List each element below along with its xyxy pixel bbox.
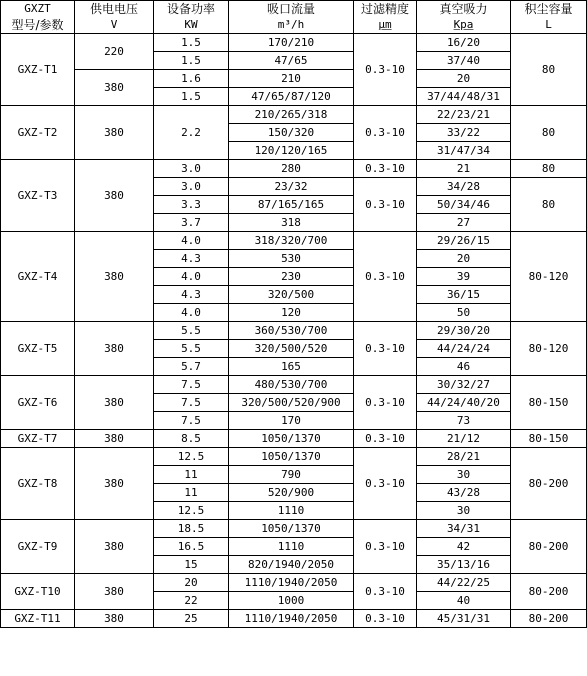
vacuum-cell: 45/31/31: [417, 610, 511, 628]
power-cell: 4.0: [154, 232, 229, 250]
vacuum-cell: 29/30/20: [417, 322, 511, 340]
flow-cell: 1050/1370: [229, 520, 354, 538]
power-cell: 2.2: [154, 106, 229, 160]
precision-cell: 0.3-10: [354, 430, 417, 448]
voltage-cell: 220: [75, 34, 154, 70]
power-cell: 18.5: [154, 520, 229, 538]
flow-cell: 280: [229, 160, 354, 178]
flow-cell: 790: [229, 466, 354, 484]
flow-cell: 47/65/87/120: [229, 88, 354, 106]
table-row: [1, 376, 587, 394]
power-cell: 8.5: [154, 430, 229, 448]
vacuum-cell: 44/24/24: [417, 340, 511, 358]
capacity-cell: 80-200: [511, 610, 587, 628]
precision-cell: 0.3-10: [354, 178, 417, 232]
vacuum-cell: 21/12: [417, 430, 511, 448]
precision-cell: 0.3-10: [354, 376, 417, 430]
power-cell: 3.3: [154, 196, 229, 214]
flow-cell: 47/65: [229, 52, 354, 70]
header-precision: 过滤精度 μm: [354, 1, 417, 34]
table-row: [1, 448, 587, 466]
vacuum-cell: 30: [417, 502, 511, 520]
voltage-cell: 380: [75, 376, 154, 430]
model-cell: GXZ-T3: [1, 160, 75, 232]
voltage-cell: 380: [75, 430, 154, 448]
precision-cell: 0.3-10: [354, 232, 417, 322]
voltage-cell: 380: [75, 70, 154, 106]
model-cell: GXZ-T2: [1, 106, 75, 160]
flow-cell: 1050/1370: [229, 448, 354, 466]
table-row: [1, 430, 587, 448]
table-row: [1, 70, 587, 88]
model-cell: GXZ-T8: [1, 448, 75, 520]
flow-cell: 318/320/700: [229, 232, 354, 250]
model-cell: GXZ-T6: [1, 376, 75, 430]
vacuum-cell: 50/34/46: [417, 196, 511, 214]
flow-cell: 1110: [229, 538, 354, 556]
voltage-cell: 380: [75, 106, 154, 160]
capacity-cell: 80-200: [511, 574, 587, 610]
vacuum-cell: 16/20: [417, 34, 511, 52]
capacity-cell: 80-200: [511, 520, 587, 574]
power-cell: 20: [154, 574, 229, 592]
capacity-cell: 80: [511, 178, 587, 232]
header-flow: 吸口流量 m³/h: [229, 1, 354, 34]
model-cell: GXZ-T9: [1, 520, 75, 574]
voltage-cell: 380: [75, 160, 154, 232]
flow-cell: 320/500: [229, 286, 354, 304]
power-cell: 4.0: [154, 268, 229, 286]
table-row: [1, 610, 587, 628]
table-row: [1, 322, 587, 340]
capacity-cell: 80: [511, 34, 587, 106]
vacuum-cell: 40: [417, 592, 511, 610]
power-cell: 7.5: [154, 394, 229, 412]
vacuum-cell: 34/28: [417, 178, 511, 196]
flow-cell: 1110/1940/2050: [229, 574, 354, 592]
vacuum-cell: 28/21: [417, 448, 511, 466]
precision-cell: 0.3-10: [354, 448, 417, 520]
capacity-cell: 80: [511, 106, 587, 160]
vacuum-cell: 31/47/34: [417, 142, 511, 160]
power-cell: 12.5: [154, 448, 229, 466]
vacuum-cell: 37/40: [417, 52, 511, 70]
vacuum-cell: 30: [417, 466, 511, 484]
power-cell: 7.5: [154, 412, 229, 430]
vacuum-cell: 50: [417, 304, 511, 322]
vacuum-cell: 20: [417, 250, 511, 268]
power-cell: 4.0: [154, 304, 229, 322]
flow-cell: 210/265/318: [229, 106, 354, 124]
table-row: [1, 34, 587, 52]
flow-cell: 1000: [229, 592, 354, 610]
header-row: [1, 1, 587, 34]
precision-cell: 0.3-10: [354, 520, 417, 574]
header-voltage: 供电电压 V: [75, 1, 154, 34]
header-power: 设备功率 KW: [154, 1, 229, 34]
capacity-cell: 80-150: [511, 376, 587, 430]
vacuum-cell: 37/44/48/31: [417, 88, 511, 106]
header-vacuum: 真空吸力 Kpa: [417, 1, 511, 34]
flow-cell: 120: [229, 304, 354, 322]
power-cell: 16.5: [154, 538, 229, 556]
voltage-cell: 380: [75, 574, 154, 610]
power-cell: 15: [154, 556, 229, 574]
power-cell: 3.0: [154, 178, 229, 196]
header-model: GXZT 型号/参数: [1, 1, 75, 34]
flow-cell: 360/530/700: [229, 322, 354, 340]
table-row: [1, 520, 587, 538]
flow-cell: 150/320: [229, 124, 354, 142]
table-row: [1, 160, 587, 178]
power-cell: 1.5: [154, 52, 229, 70]
vacuum-cell: 73: [417, 412, 511, 430]
power-cell: 1.5: [154, 34, 229, 52]
flow-cell: 1110/1940/2050: [229, 610, 354, 628]
flow-cell: 1050/1370: [229, 430, 354, 448]
voltage-cell: 380: [75, 610, 154, 628]
vacuum-cell: 42: [417, 538, 511, 556]
power-cell: 5.5: [154, 322, 229, 340]
power-cell: 3.7: [154, 214, 229, 232]
power-cell: 11: [154, 484, 229, 502]
voltage-cell: 380: [75, 448, 154, 520]
vacuum-cell: 33/22: [417, 124, 511, 142]
vacuum-cell: 44/24/40/20: [417, 394, 511, 412]
precision-cell: 0.3-10: [354, 610, 417, 628]
vacuum-cell: 36/15: [417, 286, 511, 304]
vacuum-cell: 44/22/25: [417, 574, 511, 592]
flow-cell: 530: [229, 250, 354, 268]
power-cell: 1.5: [154, 88, 229, 106]
flow-cell: 170: [229, 412, 354, 430]
power-cell: 5.5: [154, 340, 229, 358]
vacuum-cell: 39: [417, 268, 511, 286]
vacuum-cell: 22/23/21: [417, 106, 511, 124]
model-cell: GXZ-T1: [1, 34, 75, 106]
flow-cell: 170/210: [229, 34, 354, 52]
flow-cell: 87/165/165: [229, 196, 354, 214]
model-cell: GXZ-T10: [1, 574, 75, 610]
capacity-cell: 80: [511, 160, 587, 178]
flow-cell: 210: [229, 70, 354, 88]
flow-cell: 318: [229, 214, 354, 232]
model-cell: GXZ-T5: [1, 322, 75, 376]
power-cell: 22: [154, 592, 229, 610]
vacuum-cell: 46: [417, 358, 511, 376]
power-cell: 7.5: [154, 376, 229, 394]
precision-cell: 0.3-10: [354, 160, 417, 178]
model-cell: GXZ-T7: [1, 430, 75, 448]
capacity-cell: 80-150: [511, 430, 587, 448]
voltage-cell: 380: [75, 232, 154, 322]
flow-cell: 320/500/520/900: [229, 394, 354, 412]
power-cell: 1.6: [154, 70, 229, 88]
voltage-cell: 380: [75, 520, 154, 574]
vacuum-cell: 29/26/15: [417, 232, 511, 250]
model-cell: GXZ-T11: [1, 610, 75, 628]
capacity-cell: 80-200: [511, 448, 587, 520]
power-cell: 3.0: [154, 160, 229, 178]
power-cell: 5.7: [154, 358, 229, 376]
model-cell: GXZ-T4: [1, 232, 75, 322]
power-cell: 25: [154, 610, 229, 628]
flow-cell: 820/1940/2050: [229, 556, 354, 574]
vacuum-cell: 43/28: [417, 484, 511, 502]
precision-cell: 0.3-10: [354, 574, 417, 610]
precision-cell: 0.3-10: [354, 322, 417, 376]
table-row: [1, 106, 587, 124]
flow-cell: 120/120/165: [229, 142, 354, 160]
flow-cell: 480/530/700: [229, 376, 354, 394]
vacuum-cell: 35/13/16: [417, 556, 511, 574]
vacuum-cell: 20: [417, 70, 511, 88]
power-cell: 12.5: [154, 502, 229, 520]
capacity-cell: 80-120: [511, 232, 587, 322]
power-cell: 4.3: [154, 286, 229, 304]
flow-cell: 23/32: [229, 178, 354, 196]
table-row: [1, 574, 587, 592]
flow-cell: 520/900: [229, 484, 354, 502]
power-cell: 4.3: [154, 250, 229, 268]
precision-cell: 0.3-10: [354, 34, 417, 106]
vacuum-cell: 30/32/27: [417, 376, 511, 394]
table-row: [1, 232, 587, 250]
capacity-cell: 80-120: [511, 322, 587, 376]
flow-cell: 1110: [229, 502, 354, 520]
header-capacity: 积尘容量 L: [511, 1, 587, 34]
voltage-cell: 380: [75, 322, 154, 376]
flow-cell: 165: [229, 358, 354, 376]
vacuum-cell: 34/31: [417, 520, 511, 538]
power-cell: 11: [154, 466, 229, 484]
vacuum-cell: 27: [417, 214, 511, 232]
precision-cell: 0.3-10: [354, 106, 417, 160]
flow-cell: 320/500/520: [229, 340, 354, 358]
vacuum-cell: 21: [417, 160, 511, 178]
flow-cell: 230: [229, 268, 354, 286]
